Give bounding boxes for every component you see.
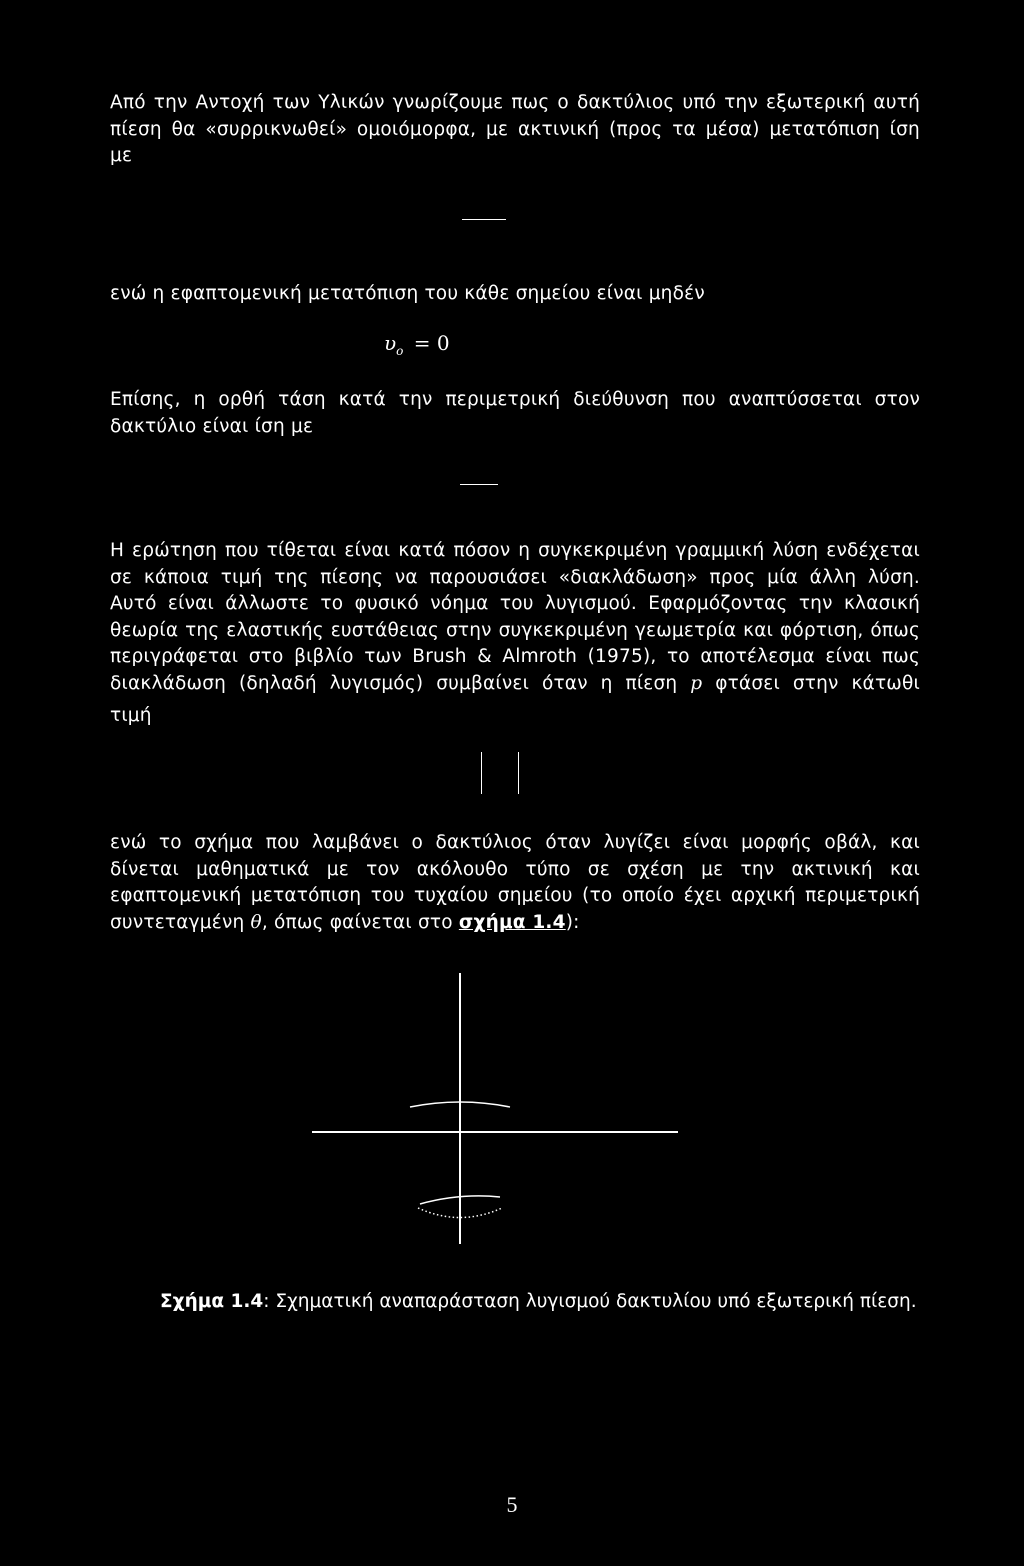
- text-segment: διακλάδωση (δηλαδή λυγισμός) συμβαίνει όταν η πίεση: [110, 672, 678, 694]
- equation-tangential-zero: [384, 331, 450, 358]
- text-line: Επίσης, η ορθή τάση κατά την περιμετρική διεύθυνση που αναπτύσσεται στον: [110, 389, 920, 410]
- figure-ring-buckling: [300, 965, 700, 1255]
- page-number: 5: [506, 1492, 518, 1517]
- text-line: θεωρία της ελαστικής ευστάθειας στην συγκεκριμένη γεωμετρία και φόρτιση, όπως: [110, 619, 920, 641]
- text-line: Από την Αντοχή των Υλικών γνωρίζουμε πως ο δακτύλιος υπό την εξωτερική αυτή: [110, 92, 920, 113]
- text-segment: φτάσει στην κάτωθι: [715, 672, 920, 694]
- text-line: πίεση θα «συρρικνωθεί» ομοιόμορφα, με ακτινική (προς τα μέσα) μετατόπιση ίση: [110, 118, 920, 140]
- caption-text: : Σχηματική αναπαράσταση λυγισμού δακτυλίου υπό εξωτερική πίεση.: [263, 1291, 917, 1312]
- variable-pressure: p: [690, 672, 703, 694]
- equation-subscript: o: [396, 344, 404, 358]
- equation-bracket-right: [518, 752, 519, 794]
- equation-variable: υ: [384, 331, 397, 355]
- text-line: με: [110, 145, 133, 166]
- paragraph-tangential-displacement: [110, 281, 920, 308]
- text-line: δακτύλιο είναι ίση με: [110, 415, 314, 437]
- text-line: τιμή: [110, 705, 152, 726]
- paragraph-hoop-stress: [110, 387, 920, 440]
- caption-label: Σχήμα 1.4: [160, 1291, 264, 1312]
- equation-rhs: = 0: [413, 331, 450, 355]
- figure-caption: [160, 1291, 917, 1312]
- equation-bracket-left: [481, 752, 482, 794]
- text-segment: ):: [565, 911, 580, 933]
- text-line: [110, 671, 920, 698]
- text-segment: , όπως φαίνεται στο: [261, 911, 453, 933]
- equation-fraction-bar: [460, 484, 498, 485]
- text-line: ενώ το σχήμα που λαμβάνει ο δακτύλιος όταν λυγίζει είναι μορφής οβάλ, και: [110, 832, 920, 853]
- text-segment: συντεταγμένη: [110, 911, 245, 933]
- text-line: Αυτό είναι άλλωστε το φυσικό νόημα του λυγισμού. Εφαρμόζοντας την κλασική: [110, 593, 920, 614]
- text-line: [110, 910, 920, 937]
- text-line: Η ερώτηση που τίθεται είναι κατά πόσον η συγκεκριμένη γραμμική λύση ενδέχεται: [110, 540, 920, 561]
- paragraph-bifurcation: [110, 538, 920, 730]
- text-line: ενώ η εφαπτομενική μετατόπιση του κάθε σημείου είναι μηδέν: [110, 283, 705, 304]
- text-line: εφαπτομενική μετατόπιση του τυχαίου σημείου (το οποίο έχει αρχική περιμετρική: [110, 885, 920, 906]
- text-line: δίνεται μαθηματικά με τον ακόλουθο τύπο σε σχέση με την ακτινική και: [110, 858, 920, 880]
- variable-theta: θ: [250, 911, 262, 933]
- text-line: περιγράφεται στο βιβλίο των Brush & Almroth (1975), το αποτέλεσμα είναι πως: [110, 646, 920, 667]
- text-line: σε κάποια τιμή της πίεσης να παρουσιάσει «διακλάδωση» προς μία άλλη λύση.: [110, 566, 920, 588]
- equation-fraction-bar: [462, 219, 506, 220]
- paragraph-radial-displacement: [110, 90, 920, 170]
- paragraph-oval-shape: [110, 830, 920, 936]
- figure-reference-link[interactable]: σχήμα 1.4: [458, 911, 566, 933]
